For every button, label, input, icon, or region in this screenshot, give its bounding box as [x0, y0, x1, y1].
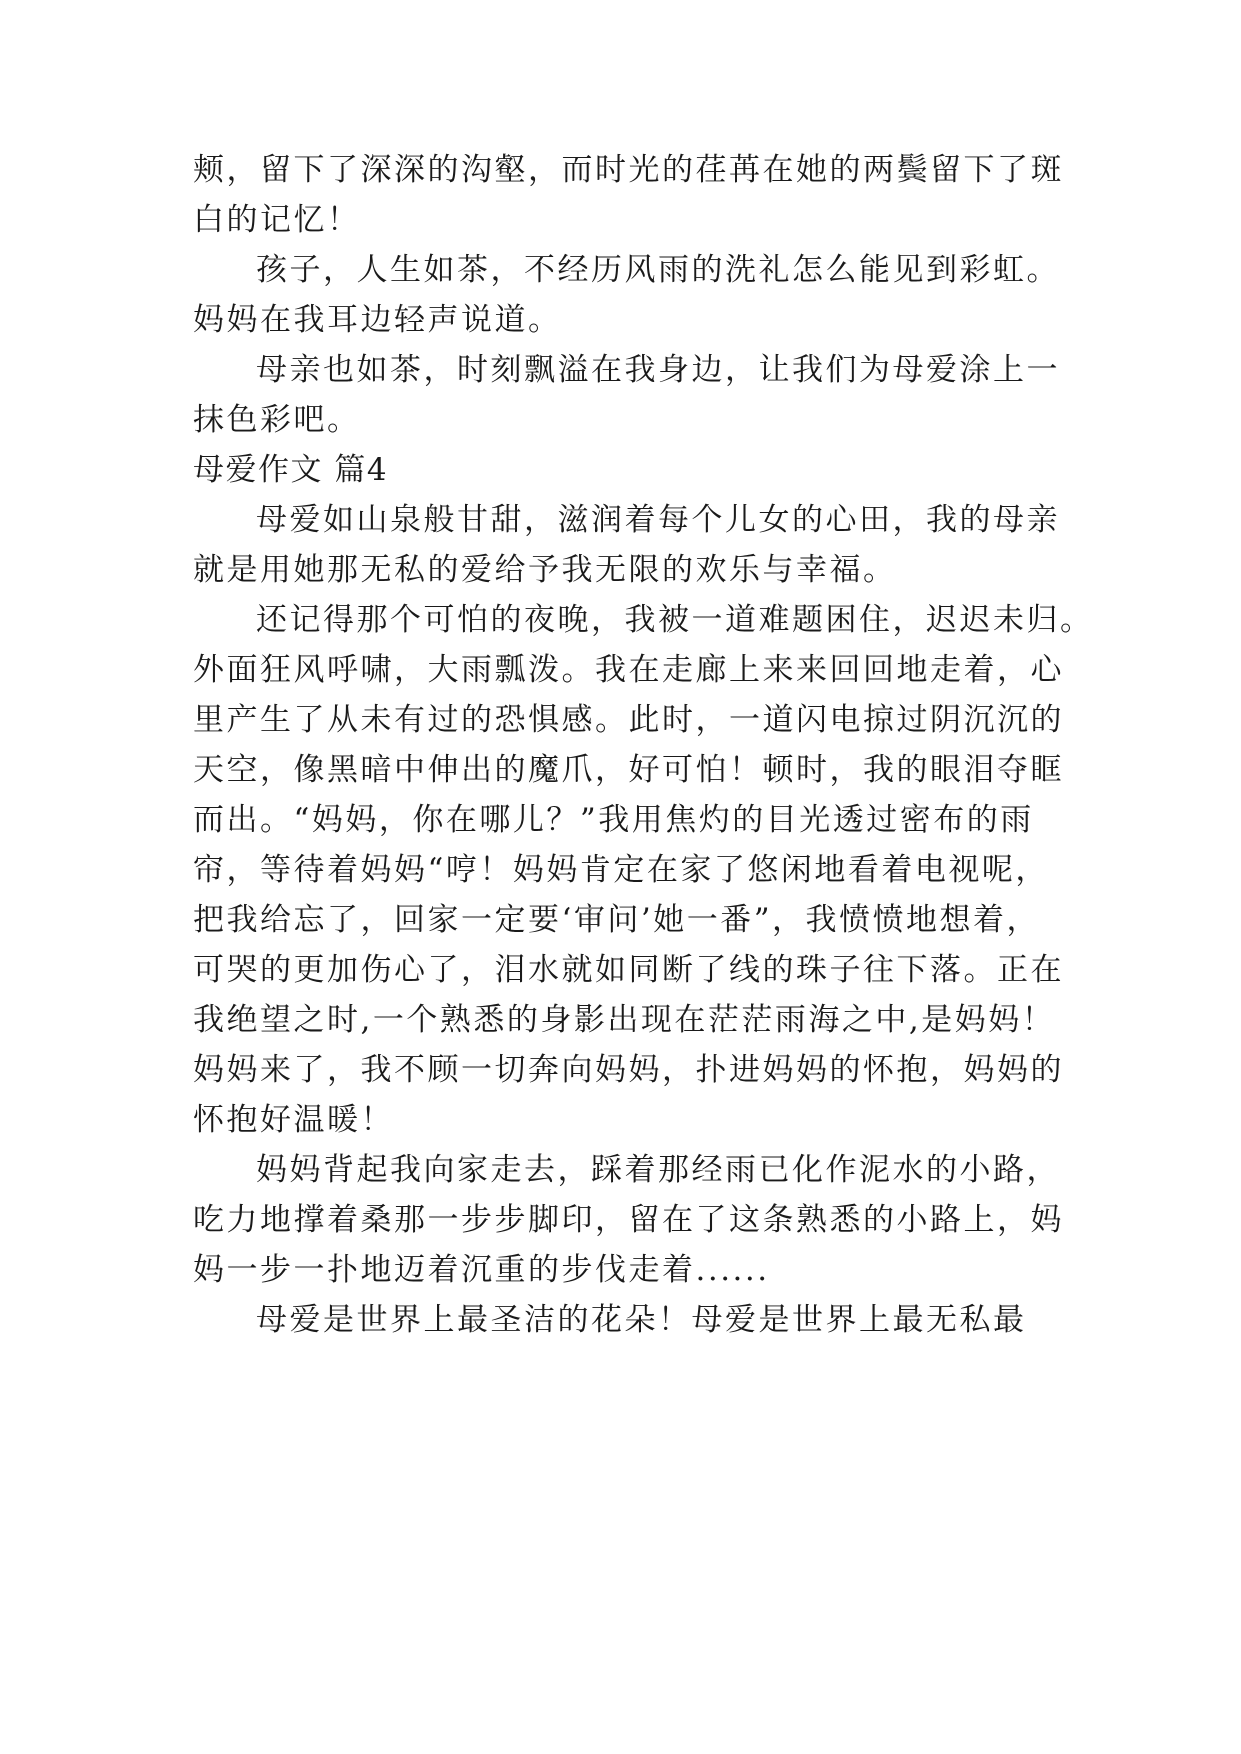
text-line: 抹色彩吧。 [193, 402, 361, 438]
text-line: 妈妈来了，我不顾一切奔向妈妈，扑进妈妈的怀抱，妈妈的 [193, 1052, 1064, 1088]
text-line: 我绝望之时,一个熟悉的身影出现在茫茫雨海之中,是妈妈！ [193, 1002, 1056, 1038]
text-line: 里产生了从未有过的恐惧感。此时，一道闪电掠过阴沉沉的 [193, 702, 1064, 738]
text-line: 可哭的更加伤心了，泪水就如同断了线的珠子往下落。正在 [193, 952, 1064, 988]
text-line: 颊，留下了深深的沟壑，而时光的荏苒在她的两鬓留下了斑 [193, 152, 1064, 188]
text-line: 母亲也如茶，时刻飘溢在我身边，让我们为母爱涂上一 [256, 352, 1060, 388]
text-line: 妈一步一扑地迈着沉重的步伐走着...... [193, 1252, 770, 1288]
text-line: 母爱如山泉般甘甜，滋润着每个儿女的心田，我的母亲 [256, 502, 1060, 538]
text-line: 帘，等待着妈妈“哼！妈妈肯定在家了悠闲地看着电视呢， [193, 852, 1049, 888]
text-line: 母爱是世界上最圣洁的花朵！母爱是世界上最无私最 [256, 1302, 1027, 1338]
text-line: 妈妈背起我向家走去，踩着那经雨已化作泥水的小路， [256, 1152, 1060, 1188]
text-line: 而出。“妈妈，你在哪儿？”我用焦灼的目光透过密布的雨 [193, 802, 1034, 838]
text-line: 孩子，人生如茶，不经历风雨的洗礼怎么能见到彩虹。 [256, 252, 1060, 288]
text-line: 把我给忘了，回家一定要‘审问’她一番”，我愤愤地想着， [193, 902, 1041, 938]
text-line: 怀抱好温暖！ [193, 1102, 394, 1138]
text-line: 外面狂风呼啸，大雨瓢泼。我在走廊上来来回回地走着，心 [193, 652, 1064, 688]
text-line: 就是用她那无私的爱给予我无限的欢乐与幸福。 [193, 552, 897, 588]
text-line: 天空，像黑暗中伸出的魔爪，好可怕！顿时，我的眼泪夺眶 [193, 752, 1064, 788]
text-line: 妈妈在我耳边轻声说道。 [193, 302, 562, 338]
section-heading: 母爱作文 篇4 [193, 452, 389, 488]
text-line: 吃力地撑着桑那一步步脚印，留在了这条熟悉的小路上，妈 [193, 1202, 1064, 1238]
text-line: 还记得那个可怕的夜晚，我被一道难题困住，迟迟未归。 [256, 602, 1094, 638]
text-line: 白的记忆！ [193, 202, 361, 238]
